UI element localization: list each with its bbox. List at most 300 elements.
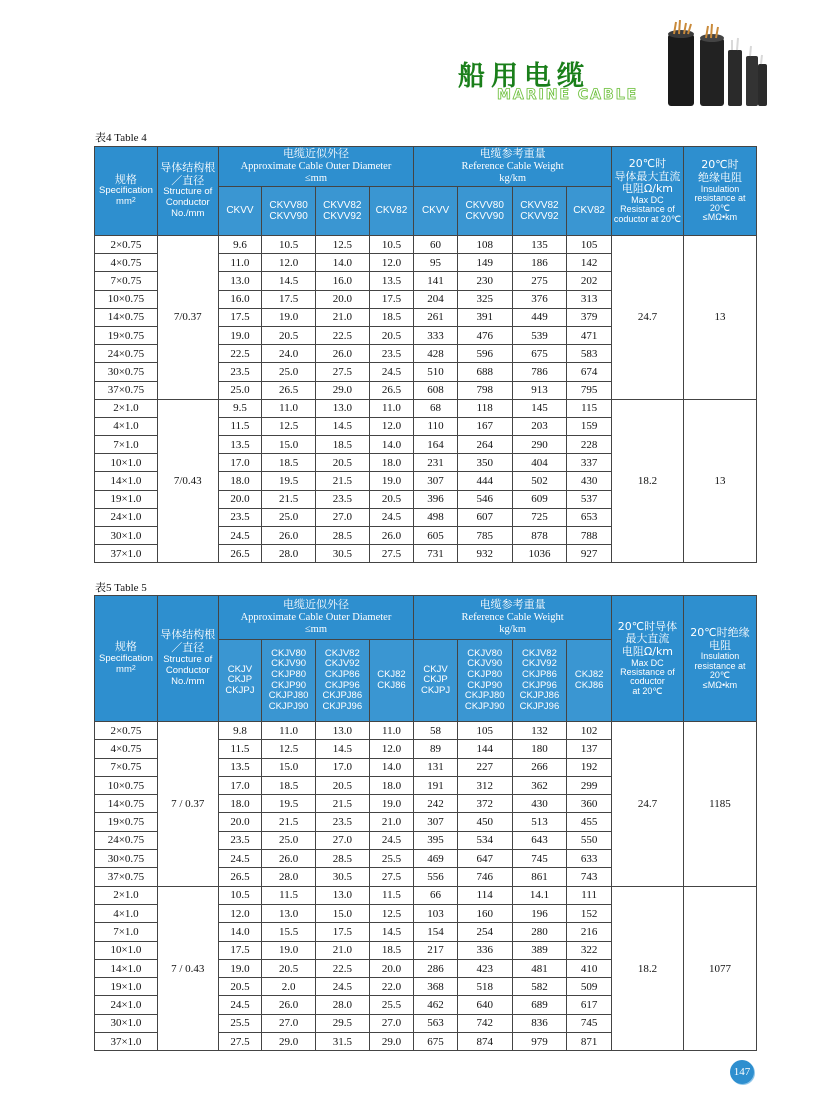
weight-cell: 596 — [457, 345, 512, 363]
diameter-cell: 27.0 — [315, 831, 369, 849]
diameter-cell: 24.5 — [369, 508, 414, 526]
diameter-cell: 24.5 — [315, 978, 369, 996]
diameter-cell: 11.0 — [369, 722, 414, 740]
weight-model-header: CKVV — [414, 187, 458, 236]
weight-cell: 979 — [512, 1033, 567, 1051]
weight-cell: 322 — [567, 941, 612, 959]
spec-cell: 10×0.75 — [95, 776, 158, 794]
weight-model-header: CKVV82 CKVV92 — [512, 187, 567, 236]
weight-cell: 932 — [457, 545, 512, 563]
diameter-cell: 20.0 — [315, 290, 369, 308]
spec-cell: 30×1.0 — [95, 1014, 158, 1032]
weight-cell: 481 — [512, 959, 567, 977]
diameter-cell: 13.5 — [369, 272, 414, 290]
weight-model-header: CKJ82 CKJ86 — [567, 640, 612, 722]
diameter-cell: 2.0 — [262, 978, 316, 996]
diameter-cell: 26.0 — [262, 996, 316, 1014]
diameter-cell: 18.5 — [369, 941, 414, 959]
diameter-cell: 27.5 — [315, 363, 369, 381]
weight-cell: 469 — [414, 850, 458, 868]
diameter-cell: 13.0 — [315, 399, 369, 417]
diameter-cell: 28.5 — [315, 850, 369, 868]
diameter-cell: 20.0 — [218, 490, 262, 508]
weight-cell: 798 — [457, 381, 512, 399]
diameter-cell: 17.5 — [218, 941, 262, 959]
weight-cell: 430 — [567, 472, 612, 490]
weight-cell: 675 — [414, 1033, 458, 1051]
weight-cell: 191 — [414, 776, 458, 794]
diameter-cell: 21.5 — [262, 813, 316, 831]
spec-cell: 10×1.0 — [95, 454, 158, 472]
weight-cell: 653 — [567, 508, 612, 526]
diameter-model-header: CKVV82 CKVV92 — [315, 187, 369, 236]
weight-cell: 114 — [457, 886, 512, 904]
diameter-cell: 20.5 — [315, 776, 369, 794]
spec-cell: 4×0.75 — [95, 254, 158, 272]
diameter-cell: 14.5 — [315, 417, 369, 435]
weight-cell: 144 — [457, 740, 512, 758]
diameter-cell: 24.5 — [218, 996, 262, 1014]
weight-cell: 337 — [567, 454, 612, 472]
weight-cell: 583 — [567, 345, 612, 363]
weight-cell: 609 — [512, 490, 567, 508]
diameter-cell: 20.0 — [218, 813, 262, 831]
insulation-cell: 1185 — [683, 722, 756, 887]
weight-cell: 105 — [457, 722, 512, 740]
diameter-cell: 18.5 — [262, 454, 316, 472]
spec-cell: 37×0.75 — [95, 868, 158, 886]
diameter-cell: 11.5 — [369, 886, 414, 904]
diameter-cell: 21.5 — [262, 490, 316, 508]
diameter-cell: 18.5 — [315, 436, 369, 454]
weight-cell: 430 — [512, 795, 567, 813]
weight-cell: 325 — [457, 290, 512, 308]
diameter-cell: 9.5 — [218, 399, 262, 417]
diameter-cell: 25.5 — [369, 850, 414, 868]
diameter-cell: 28.0 — [315, 996, 369, 1014]
weight-cell: 350 — [457, 454, 512, 472]
weight-cell: 745 — [567, 1014, 612, 1032]
weight-cell: 95 — [414, 254, 458, 272]
weight-cell: 299 — [567, 776, 612, 794]
insulation-header: 20℃时绝缘 电阻 Insulation resistance at 20℃ ≤MΩ•km — [683, 596, 756, 722]
weight-cell: 111 — [567, 886, 612, 904]
conductor-cell: 7 / 0.43 — [157, 886, 218, 1051]
diameter-cell: 26.0 — [315, 345, 369, 363]
weight-cell: 795 — [567, 381, 612, 399]
weight-cell: 391 — [457, 308, 512, 326]
weight-cell: 471 — [567, 326, 612, 344]
diameter-cell: 18.5 — [262, 776, 316, 794]
diameter-cell: 26.0 — [262, 850, 316, 868]
spec-cell: 30×0.75 — [95, 363, 158, 381]
resistance-header: 20℃时 导体最大直流 电阻Ω/km Max DC Resistance of coductor at 20℃ — [611, 147, 683, 236]
weight-cell: 449 — [512, 308, 567, 326]
diameter-cell: 12.5 — [262, 740, 316, 758]
weight-cell: 275 — [512, 272, 567, 290]
weight-cell: 423 — [457, 959, 512, 977]
diameter-model-header: CKV82 — [369, 187, 414, 236]
diameter-cell: 26.5 — [369, 381, 414, 399]
diameter-cell: 18.0 — [218, 472, 262, 490]
spec-cell: 19×1.0 — [95, 978, 158, 996]
diameter-cell: 17.0 — [218, 454, 262, 472]
weight-cell: 534 — [457, 831, 512, 849]
insulation-cell: 13 — [683, 399, 756, 563]
weight-cell: 605 — [414, 527, 458, 545]
weight-cell: 389 — [512, 941, 567, 959]
spec-header: 规格 Specification $mm^2$ — [95, 596, 158, 722]
table5 — [94, 595, 757, 1051]
weight-cell: 513 — [512, 813, 567, 831]
diameter-cell: 11.5 — [218, 417, 262, 435]
resistance-cell: 18.2 — [611, 399, 683, 563]
diameter-cell: 19.0 — [369, 472, 414, 490]
weight-cell: 428 — [414, 345, 458, 363]
diameter-model-header: CKJV80 CKJV90 CKJP80 CKJP90 CKJPJ80 CKJPJ90 — [262, 640, 316, 722]
table-row — [95, 399, 757, 417]
spec-cell: 30×0.75 — [95, 850, 158, 868]
diameter-cell: 27.0 — [369, 1014, 414, 1032]
diameter-model-header: CKJV82 CKJV92 CKJP86 CKJP96 CKJPJ86 CKJPJ96 — [315, 640, 369, 722]
diameter-cell: 19.0 — [262, 941, 316, 959]
diameter-cell: 21.5 — [315, 472, 369, 490]
weight-cell: 746 — [457, 868, 512, 886]
weight-model-header: CKJV CKJP CKJPJ — [414, 640, 458, 722]
diameter-cell: 24.5 — [369, 831, 414, 849]
weight-cell: 785 — [457, 527, 512, 545]
weight-cell: 379 — [567, 308, 612, 326]
diameter-cell: 27.0 — [262, 1014, 316, 1032]
diameter-model-header: CKVV80 CKVV90 — [262, 187, 316, 236]
weight-cell: 786 — [512, 363, 567, 381]
diameter-cell: 27.5 — [369, 868, 414, 886]
diameter-cell: 28.0 — [262, 868, 316, 886]
diameter-cell: 19.0 — [218, 326, 262, 344]
resistance-header: 20℃时导体 最大直流 电阻Ω/km Max DC Resistance of coductor at 20℃ — [611, 596, 683, 722]
diameter-cell: 17.0 — [218, 776, 262, 794]
diameter-cell: 24.5 — [218, 527, 262, 545]
spec-cell: 30×1.0 — [95, 527, 158, 545]
weight-cell: 89 — [414, 740, 458, 758]
diameter-cell: 16.0 — [315, 272, 369, 290]
weight-cell: 60 — [414, 236, 458, 254]
diameter-cell: 14.5 — [262, 272, 316, 290]
weight-cell: 674 — [567, 363, 612, 381]
insulation-cell: 13 — [683, 236, 756, 400]
diameter-cell: 20.5 — [218, 978, 262, 996]
weight-cell: 196 — [512, 904, 567, 922]
weight-cell: 307 — [414, 813, 458, 831]
weight-cell: 132 — [512, 722, 567, 740]
weight-cell: 871 — [567, 1033, 612, 1051]
weight-cell: 725 — [512, 508, 567, 526]
weight-cell: 141 — [414, 272, 458, 290]
diameter-cell: 23.5 — [315, 490, 369, 508]
weight-cell: 118 — [457, 399, 512, 417]
diameter-cell: 30.5 — [315, 868, 369, 886]
diameter-cell: 25.0 — [262, 363, 316, 381]
diameter-cell: 11.0 — [262, 399, 316, 417]
weight-cell: 254 — [457, 923, 512, 941]
weight-cell: 137 — [567, 740, 612, 758]
diameter-cell: 15.5 — [262, 923, 316, 941]
weight-cell: 913 — [512, 381, 567, 399]
diameter-cell: 23.5 — [369, 345, 414, 363]
spec-cell: 4×0.75 — [95, 740, 158, 758]
spec-header: 规格 Specification $mm^2$ — [95, 147, 158, 236]
weight-cell: 861 — [512, 868, 567, 886]
diameter-cell: 26.5 — [262, 381, 316, 399]
diameter-cell: 27.5 — [218, 1033, 262, 1051]
diameter-cell: 13.0 — [315, 722, 369, 740]
weight-cell: 135 — [512, 236, 567, 254]
diameter-cell: 12.0 — [262, 254, 316, 272]
diameter-cell: 21.5 — [315, 795, 369, 813]
weight-cell: 313 — [567, 290, 612, 308]
diameter-cell: 13.5 — [218, 758, 262, 776]
spec-cell: 14×1.0 — [95, 959, 158, 977]
diameter-cell: 13.0 — [218, 272, 262, 290]
insulation-cell: 1077 — [683, 886, 756, 1051]
weight-cell: 745 — [512, 850, 567, 868]
weight-cell: 688 — [457, 363, 512, 381]
diameter-cell: 24.5 — [369, 363, 414, 381]
weight-cell: 312 — [457, 776, 512, 794]
weight-cell: 266 — [512, 758, 567, 776]
spec-cell: 10×0.75 — [95, 290, 158, 308]
weight-cell: 167 — [457, 417, 512, 435]
table4 — [94, 146, 757, 563]
diameter-cell: 11.0 — [262, 722, 316, 740]
weight-cell: 518 — [457, 978, 512, 996]
weight-cell: 788 — [567, 527, 612, 545]
diameter-cell: 19.0 — [218, 959, 262, 977]
weight-cell: 145 — [512, 399, 567, 417]
diameter-cell: 13.0 — [315, 886, 369, 904]
diameter-cell: 14.5 — [315, 740, 369, 758]
weight-cell: 368 — [414, 978, 458, 996]
resistance-cell: 18.2 — [611, 886, 683, 1051]
diameter-cell: 12.0 — [369, 254, 414, 272]
diameter-cell: 25.0 — [218, 381, 262, 399]
diameter-cell: 17.0 — [315, 758, 369, 776]
spec-cell: 4×1.0 — [95, 904, 158, 922]
diameter-cell: 11.0 — [369, 399, 414, 417]
conductor-cell: 7/0.37 — [157, 236, 218, 400]
weight-cell: 336 — [457, 941, 512, 959]
diameter-cell: 20.5 — [369, 490, 414, 508]
spec-cell: 24×0.75 — [95, 345, 158, 363]
diameter-cell: 29.5 — [315, 1014, 369, 1032]
weight-cell: 216 — [567, 923, 612, 941]
diameter-cell: 22.5 — [315, 959, 369, 977]
weight-cell: 742 — [457, 1014, 512, 1032]
weight-header: 电缆参考重量 Reference Cable Weight kg/km — [414, 147, 612, 187]
diameter-model-header: CKJ82 CKJ86 — [369, 640, 414, 722]
diameter-cell: 15.0 — [262, 436, 316, 454]
weight-cell: 230 — [457, 272, 512, 290]
spec-cell: 14×1.0 — [95, 472, 158, 490]
table-row — [95, 722, 757, 740]
diameter-cell: 22.5 — [218, 345, 262, 363]
diameter-cell: 21.0 — [315, 941, 369, 959]
diameter-cell: 15.0 — [262, 758, 316, 776]
weight-cell: 396 — [414, 490, 458, 508]
diameter-cell: 10.5 — [218, 886, 262, 904]
diameter-cell: 21.0 — [369, 813, 414, 831]
diameter-cell: 22.0 — [369, 978, 414, 996]
weight-cell: 675 — [512, 345, 567, 363]
spec-cell: 24×1.0 — [95, 996, 158, 1014]
spec-cell: 19×0.75 — [95, 326, 158, 344]
weight-cell: 202 — [567, 272, 612, 290]
insulation-header: 20℃时 绝缘电阻 Insulation resistance at 20℃ ≤MΩ•km — [683, 147, 756, 236]
weight-cell: 203 — [512, 417, 567, 435]
weight-cell: 510 — [414, 363, 458, 381]
spec-cell: 14×0.75 — [95, 795, 158, 813]
table-row — [95, 886, 757, 904]
weight-cell: 192 — [567, 758, 612, 776]
diameter-cell: 21.0 — [315, 308, 369, 326]
diameter-cell: 11.5 — [262, 886, 316, 904]
diameter-model-header: CKJV CKJP CKJPJ — [218, 640, 262, 722]
diameter-cell: 28.5 — [315, 527, 369, 545]
weight-cell: 731 — [414, 545, 458, 563]
diameter-cell: 14.0 — [369, 436, 414, 454]
weight-cell: 647 — [457, 850, 512, 868]
outer-diameter-header: 电缆近似外径 Approximate Cable Outer Diameter ≤mm — [218, 147, 414, 187]
weight-cell: 231 — [414, 454, 458, 472]
weight-cell: 563 — [414, 1014, 458, 1032]
spec-cell: 7×0.75 — [95, 272, 158, 290]
weight-cell: 14.1 — [512, 886, 567, 904]
weight-cell: 115 — [567, 399, 612, 417]
spec-cell: 37×1.0 — [95, 545, 158, 563]
weight-cell: 204 — [414, 290, 458, 308]
spec-cell: 7×1.0 — [95, 923, 158, 941]
weight-cell: 643 — [512, 831, 567, 849]
diameter-cell: 29.0 — [262, 1033, 316, 1051]
diameter-cell: 23.5 — [218, 363, 262, 381]
weight-cell: 617 — [567, 996, 612, 1014]
page-number: 147 — [730, 1060, 754, 1084]
diameter-cell: 19.5 — [262, 472, 316, 490]
weight-cell: 444 — [457, 472, 512, 490]
diameter-cell: 15.0 — [315, 904, 369, 922]
spec-cell: 24×1.0 — [95, 508, 158, 526]
weight-cell: 105 — [567, 236, 612, 254]
diameter-cell: 30.5 — [315, 545, 369, 563]
diameter-cell: 20.0 — [369, 959, 414, 977]
weight-cell: 372 — [457, 795, 512, 813]
cable-illustration — [662, 20, 772, 106]
weight-cell: 290 — [512, 436, 567, 454]
weight-cell: 228 — [567, 436, 612, 454]
diameter-cell: 20.5 — [369, 326, 414, 344]
diameter-cell: 26.5 — [218, 545, 262, 563]
weight-cell: 333 — [414, 326, 458, 344]
diameter-cell: 13.0 — [262, 904, 316, 922]
weight-cell: 640 — [457, 996, 512, 1014]
weight-cell: 556 — [414, 868, 458, 886]
weight-header: 电缆参考重量 Reference Cable Weight kg/km — [414, 596, 612, 640]
conductor-cell: 7 / 0.37 — [157, 722, 218, 887]
weight-cell: 404 — [512, 454, 567, 472]
diameter-cell: 12.5 — [369, 904, 414, 922]
spec-cell: 7×1.0 — [95, 436, 158, 454]
diameter-cell: 12.0 — [369, 417, 414, 435]
weight-cell: 546 — [457, 490, 512, 508]
conductor-header: 导体结构根／直径 Structure of Conductor No./mm — [157, 147, 218, 236]
weight-cell: 410 — [567, 959, 612, 977]
weight-cell: 180 — [512, 740, 567, 758]
weight-cell: 743 — [567, 868, 612, 886]
diameter-cell: 12.0 — [218, 904, 262, 922]
weight-cell: 689 — [512, 996, 567, 1014]
diameter-cell: 13.5 — [218, 436, 262, 454]
weight-cell: 66 — [414, 886, 458, 904]
diameter-cell: 28.0 — [262, 545, 316, 563]
weight-cell: 502 — [512, 472, 567, 490]
weight-cell: 186 — [512, 254, 567, 272]
diameter-cell: 17.5 — [262, 290, 316, 308]
weight-cell: 607 — [457, 508, 512, 526]
weight-cell: 103 — [414, 904, 458, 922]
spec-cell: 2×0.75 — [95, 722, 158, 740]
diameter-cell: 27.5 — [369, 545, 414, 563]
diameter-cell: 25.0 — [262, 508, 316, 526]
spec-cell: 7×0.75 — [95, 758, 158, 776]
diameter-cell: 18.5 — [369, 308, 414, 326]
brand-title-en: MARINE CABLE — [497, 87, 639, 103]
weight-cell: 874 — [457, 1033, 512, 1051]
weight-cell: 102 — [567, 722, 612, 740]
diameter-cell: 14.0 — [315, 254, 369, 272]
diameter-cell: 19.0 — [369, 795, 414, 813]
weight-cell: 455 — [567, 813, 612, 831]
weight-cell: 110 — [414, 417, 458, 435]
diameter-cell: 12.5 — [262, 417, 316, 435]
weight-cell: 160 — [457, 904, 512, 922]
weight-cell: 608 — [414, 381, 458, 399]
diameter-cell: 26.0 — [262, 527, 316, 545]
weight-cell: 149 — [457, 254, 512, 272]
spec-cell: 19×1.0 — [95, 490, 158, 508]
outer-diameter-header: 电缆近似外径 Approximate Cable Outer Diameter ≤mm — [218, 596, 414, 640]
diameter-cell: 17.5 — [315, 923, 369, 941]
diameter-cell: 20.5 — [315, 454, 369, 472]
diameter-cell: 14.5 — [369, 923, 414, 941]
resistance-cell: 24.7 — [611, 722, 683, 887]
weight-cell: 362 — [512, 776, 567, 794]
weight-cell: 376 — [512, 290, 567, 308]
diameter-cell: 31.5 — [315, 1033, 369, 1051]
diameter-cell: 22.5 — [315, 326, 369, 344]
weight-cell: 633 — [567, 850, 612, 868]
weight-cell: 836 — [512, 1014, 567, 1032]
table5-caption: 表5 Table 5 — [95, 582, 147, 594]
diameter-cell: 18.0 — [369, 776, 414, 794]
diameter-cell: 18.0 — [218, 795, 262, 813]
weight-cell: 131 — [414, 758, 458, 776]
diameter-cell: 25.5 — [218, 1014, 262, 1032]
weight-cell: 227 — [457, 758, 512, 776]
weight-cell: 537 — [567, 490, 612, 508]
weight-cell: 476 — [457, 326, 512, 344]
diameter-cell: 25.0 — [262, 831, 316, 849]
weight-cell: 261 — [414, 308, 458, 326]
